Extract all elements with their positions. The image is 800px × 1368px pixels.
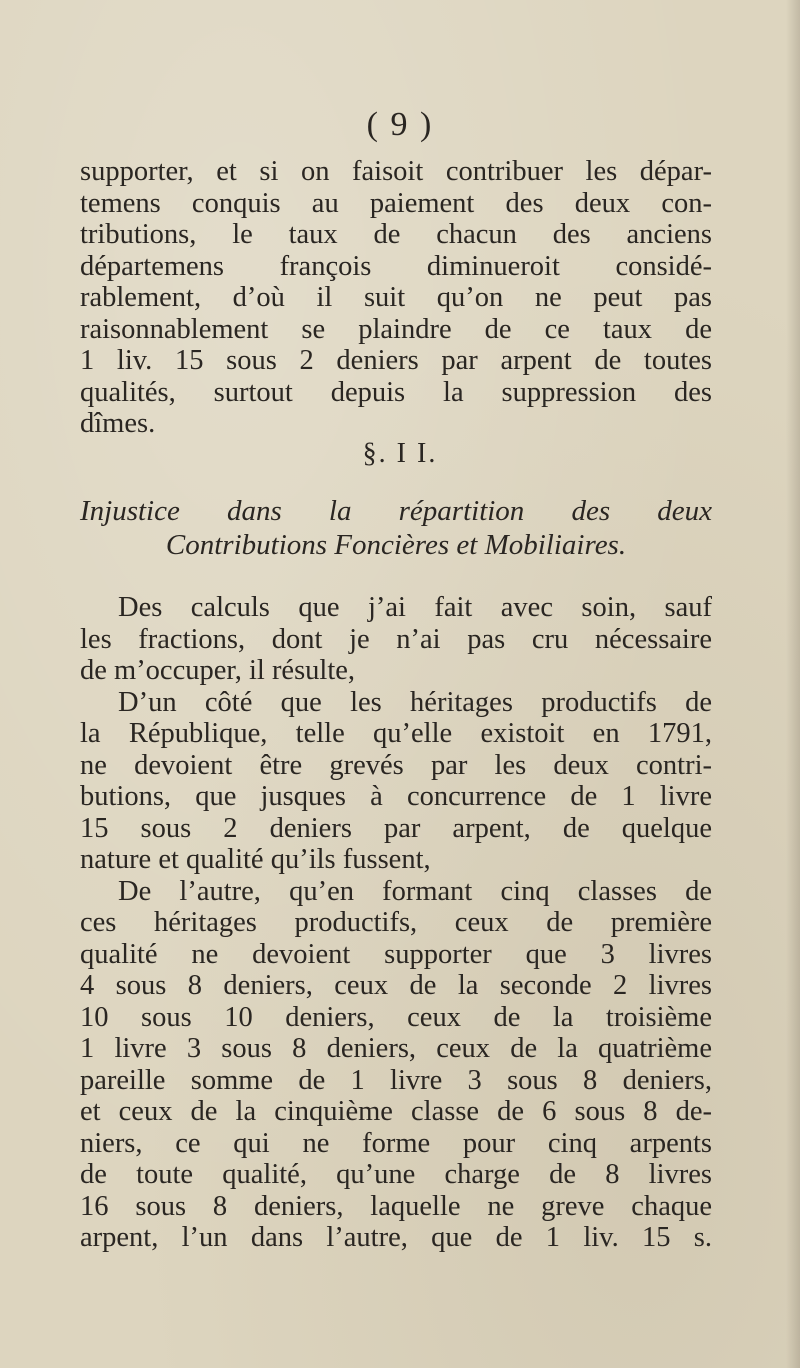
text-line: pareille somme de 1 livre 3 sous 8 deniers, bbox=[80, 1064, 712, 1096]
text-line: butions, que jusques à concurrence de 1 livre bbox=[80, 781, 712, 812]
page-number: ( 9 ) bbox=[366, 106, 434, 143]
text-line: De l’autre, qu’en formant cinq classes de bbox=[118, 875, 712, 907]
text-line: arpent, l’un dans l’autre, que de 1 liv. 15 s. bbox=[80, 1222, 712, 1253]
section-number: §. I I. bbox=[362, 438, 438, 469]
text-line: dîmes. bbox=[80, 408, 156, 439]
text-line: de toute qualité, qu’une charge de 8 livres bbox=[80, 1159, 712, 1190]
paragraph-1 bbox=[80, 156, 712, 440]
text-line: les fractions, dont je n’ai pas cru nécessaire bbox=[80, 623, 712, 655]
text-line: D’un côté que les héritages productifs de bbox=[118, 686, 712, 718]
text-line: de m’occuper, il résulte, bbox=[80, 655, 356, 686]
text-line: départemens françois diminueroit considé- bbox=[80, 250, 712, 282]
text-line: 15 sous 2 deniers par arpent, de quelque bbox=[80, 812, 712, 844]
text-line: 16 sous 8 deniers, laquelle ne greve chaque bbox=[80, 1190, 712, 1222]
text-line: qualité ne devoient supporter que 3 livres bbox=[80, 938, 712, 970]
text-line: 1 liv. 15 sous 2 deniers par arpent de toutes bbox=[80, 345, 712, 376]
text-line: Des calculs que j’ai fait avec soin, sauf bbox=[118, 592, 712, 623]
text-line: 10 sous 10 deniers, ceux de la troisième bbox=[80, 1001, 712, 1033]
text-line: qualités, surtout depuis la suppression des bbox=[80, 376, 712, 408]
text-line: temens conquis au paiement des deux con- bbox=[80, 187, 712, 219]
text-line: 1 livre 3 sous 8 deniers, ceux de la quatrième bbox=[80, 1033, 712, 1064]
text-line: 4 sous 8 deniers, ceux de la seconde 2 livres bbox=[80, 970, 712, 1001]
text-line: la République, telle qu’elle existoit en 1791, bbox=[80, 718, 712, 749]
section-title-line: Injustice dans la répartition des deux bbox=[80, 495, 712, 527]
text-line: ces héritages productifs, ceux de première bbox=[80, 907, 712, 938]
section-title-line: Contributions Foncières et Mobiliaires. bbox=[165, 529, 627, 561]
text-line: niers, ce qui ne forme pour cinq arpents bbox=[80, 1127, 712, 1159]
text-line: supporter, et si on faisoit contribuer les dépar- bbox=[80, 156, 712, 187]
text-line: tributions, le taux de chacun des anciens bbox=[80, 219, 712, 250]
text-line: ne devoient être grevés par les deux contri- bbox=[80, 749, 712, 781]
paragraph-2 bbox=[80, 592, 712, 1254]
section-title bbox=[80, 494, 712, 562]
page-edge-shadow bbox=[786, 0, 800, 1368]
text-line: nature et qualité qu’ils fussent, bbox=[80, 844, 431, 875]
text-line: et ceux de la cinquième classe de 6 sous 8 de- bbox=[80, 1096, 712, 1127]
text-line: rablement, d’où il suit qu’on ne peut pas bbox=[80, 282, 712, 313]
text-line: raisonnablement se plaindre de ce taux de bbox=[80, 313, 712, 345]
